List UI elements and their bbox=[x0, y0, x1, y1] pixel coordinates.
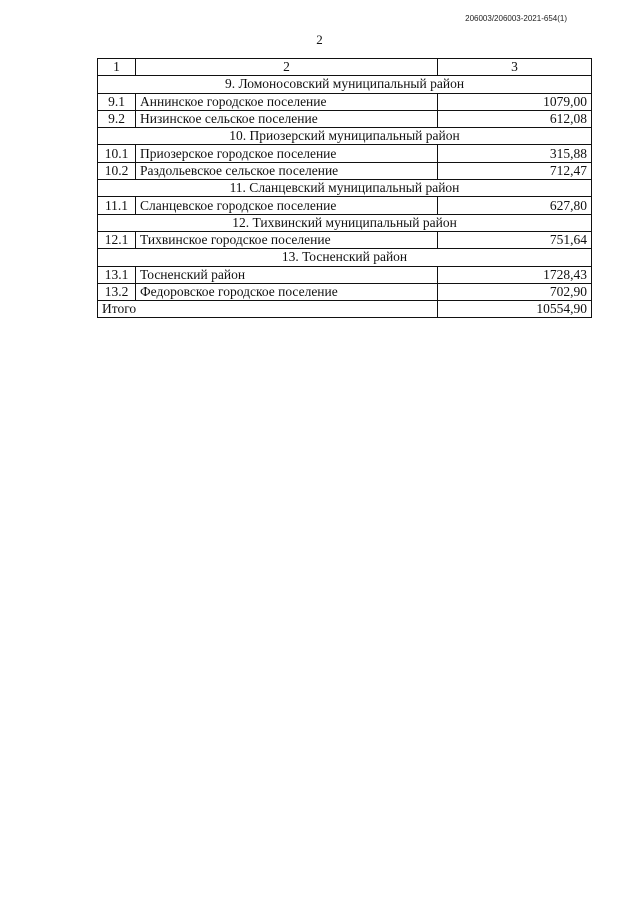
column-header-1: 1 bbox=[98, 59, 136, 76]
row-number: 11.1 bbox=[98, 197, 136, 214]
section-row bbox=[98, 249, 592, 266]
section-row bbox=[98, 128, 592, 145]
section-row bbox=[98, 76, 592, 93]
amount-value: 315,88 bbox=[438, 145, 592, 162]
table-row bbox=[98, 266, 592, 283]
settlement-name: Тихвинское городское поселение bbox=[136, 231, 438, 248]
row-number: 13.2 bbox=[98, 283, 136, 300]
section-title: 13. Тосненский район bbox=[98, 249, 592, 266]
total-label: Итого bbox=[98, 301, 438, 318]
amount-value: 712,47 bbox=[438, 162, 592, 179]
section-title: 11. Сланцевский муниципальный район bbox=[98, 180, 592, 197]
allocation-table bbox=[97, 58, 592, 318]
section-row bbox=[98, 214, 592, 231]
settlement-name: Тосненский район bbox=[136, 266, 438, 283]
column-header-3: 3 bbox=[438, 59, 592, 76]
amount-value: 702,90 bbox=[438, 283, 592, 300]
settlement-name: Федоровское городское поселение bbox=[136, 283, 438, 300]
row-number: 9.1 bbox=[98, 93, 136, 110]
section-title: 10. Приозерский муниципальный район bbox=[98, 128, 592, 145]
amount-value: 612,08 bbox=[438, 110, 592, 127]
row-number: 10.2 bbox=[98, 162, 136, 179]
table-row bbox=[98, 231, 592, 248]
document-id: 206003/206003-2021-654(1) bbox=[465, 14, 567, 23]
table-row bbox=[98, 283, 592, 300]
table-row bbox=[98, 110, 592, 127]
settlement-name: Сланцевское городское поселение bbox=[136, 197, 438, 214]
amount-value: 627,80 bbox=[438, 197, 592, 214]
section-title: 12. Тихвинский муниципальный район bbox=[98, 214, 592, 231]
table-body bbox=[98, 59, 592, 318]
settlement-name: Раздольевское сельское поселение bbox=[136, 162, 438, 179]
amount-value: 1728,43 bbox=[438, 266, 592, 283]
table-row bbox=[98, 145, 592, 162]
header-row bbox=[98, 59, 592, 76]
settlement-name: Аннинское городское поселение bbox=[136, 93, 438, 110]
section-row bbox=[98, 180, 592, 197]
row-number: 9.2 bbox=[98, 110, 136, 127]
row-number: 10.1 bbox=[98, 145, 136, 162]
settlement-name: Низинское сельское поселение bbox=[136, 110, 438, 127]
row-number: 13.1 bbox=[98, 266, 136, 283]
total-row bbox=[98, 301, 592, 318]
column-header-2: 2 bbox=[136, 59, 438, 76]
settlement-name: Приозерское городское поселение bbox=[136, 145, 438, 162]
page-number: 2 bbox=[316, 32, 323, 47]
amount-value: 751,64 bbox=[438, 231, 592, 248]
table-row bbox=[98, 162, 592, 179]
amount-value: 1079,00 bbox=[438, 93, 592, 110]
table-row bbox=[98, 93, 592, 110]
total-value: 10554,90 bbox=[438, 301, 592, 318]
row-number: 12.1 bbox=[98, 231, 136, 248]
table-row bbox=[98, 197, 592, 214]
section-title: 9. Ломоносовский муниципальный район bbox=[98, 76, 592, 93]
